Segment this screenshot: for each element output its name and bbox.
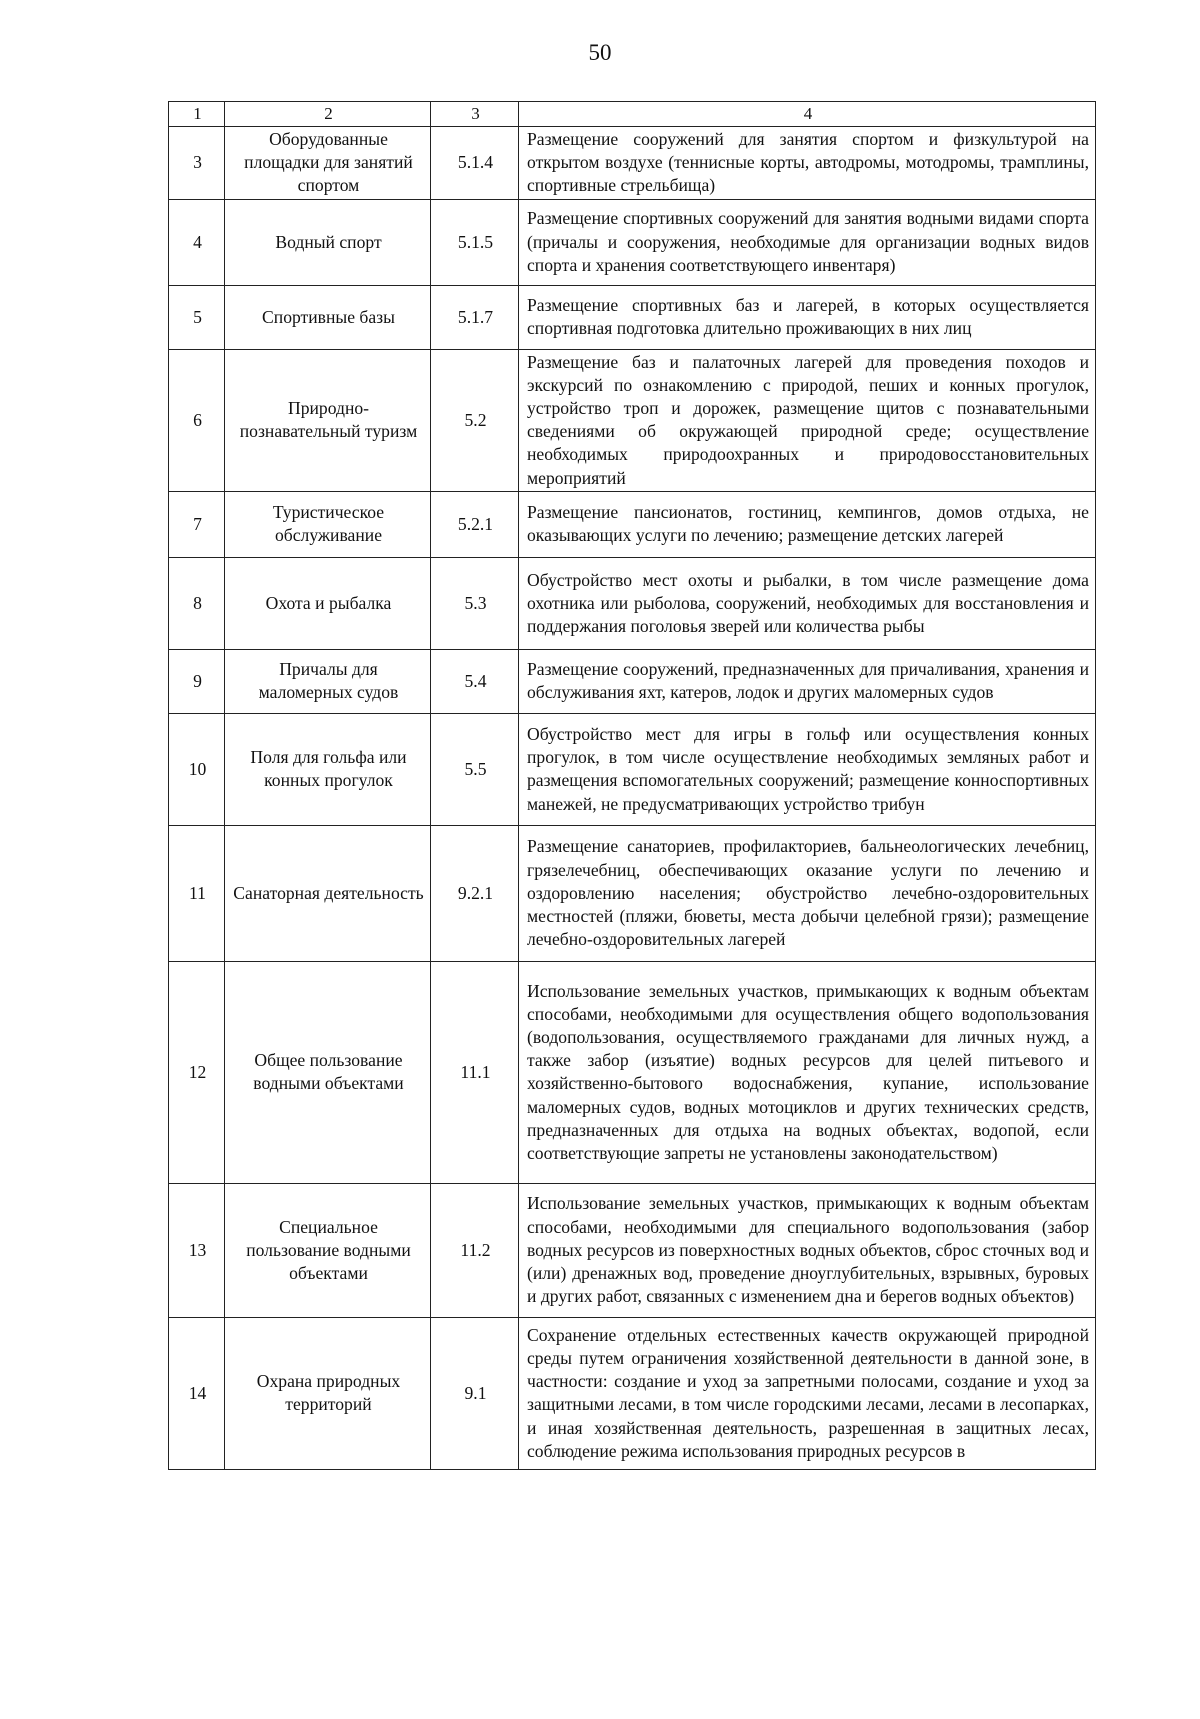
- table-header-row: [169, 102, 1096, 127]
- land-use-description: Размещение сооружений, предназначенных для причаливания, хранения и обслуживания яхт, катеров, лодок и других маломерных судов: [519, 649, 1096, 713]
- land-use-name: Поля для гольфа или конных прогулок: [225, 713, 431, 825]
- row-number: 12: [169, 961, 225, 1183]
- land-use-code: 5.2.1: [431, 491, 519, 557]
- row-number: 6: [169, 349, 225, 491]
- row-number: 13: [169, 1183, 225, 1317]
- land-use-description: Размещение пансионатов, гостиниц, кемпингов, домов отдыха, не оказывающих услуги по лечению; размещение детских лагерей: [519, 491, 1096, 557]
- row-number: 9: [169, 649, 225, 713]
- table-row: [169, 1317, 1096, 1469]
- page-number: 50: [588, 40, 612, 65]
- header-col-1: 1: [169, 102, 225, 127]
- table-row: [169, 349, 1096, 491]
- land-use-code: 5.1.7: [431, 285, 519, 349]
- land-use-name: Охота и рыбалка: [225, 557, 431, 649]
- land-use-code: 11.1: [431, 961, 519, 1183]
- table-row: [169, 491, 1096, 557]
- row-number: 7: [169, 491, 225, 557]
- land-use-name: Оборудованные площадки для занятий спортом: [225, 127, 431, 200]
- land-use-description: Сохранение отдельных естественных качеств окружающей природной среды путем ограничения хозяйственной деятельности в данной зоне, в частности: создание и уход за запретными полосами, создание и уход за защитными лесами, в том числе городскими лесами, лесами в лесопарках, и иная хозяйственная деятельность, разрешенная в защитных лесах, соблюдение режима использования природных ресурсов в: [519, 1317, 1096, 1469]
- land-use-description: Размещение спортивных сооружений для занятия водными видами спорта (причалы и сооружения, необходимые для организации водных видов спорта и хранения соответствующего инвентаря): [519, 199, 1096, 285]
- land-use-description: Использование земельных участков, примыкающих к водным объектам способами, необходимыми для специального водопользования (забор водных ресурсов из поверхностных водных объектов, сброс сточных вод и (или) дренажных вод, проведение дноуглубительных, взрывных, буровых и других работ, связанных с изменением дна и берегов водных объектов): [519, 1183, 1096, 1317]
- land-use-table: [168, 101, 1096, 1470]
- land-use-description: Размещение спортивных баз и лагерей, в которых осуществляется спортивная подготовка длительно проживающих в них лиц: [519, 285, 1096, 349]
- land-use-name: Природно-познавательный туризм: [225, 349, 431, 491]
- land-use-name: Спортивные базы: [225, 285, 431, 349]
- land-use-description: Размещение баз и палаточных лагерей для проведения походов и экскурсий по ознакомлению с природой, пеших и конных прогулок, устройство троп и дорожек, размещение щитов с познавательными сведениями об окружающей природной среде; осуществление необходимых природоохранных и природовосстановительных мероприятий: [519, 349, 1096, 491]
- land-use-code: 5.5: [431, 713, 519, 825]
- land-use-code: 5.1.5: [431, 199, 519, 285]
- row-number: 3: [169, 127, 225, 200]
- row-number: 4: [169, 199, 225, 285]
- row-number: 10: [169, 713, 225, 825]
- land-use-code: 11.2: [431, 1183, 519, 1317]
- land-use-description: Использование земельных участков, примыкающих к водным объектам способами, необходимыми для осуществления общего водопользования (водопользования, осуществляемого гражданами для личных нужд, а также забор (изъятие) водных ресурсов для целей питьевого и хозяйственно-бытового водоснабжения, купание, использование маломерных судов, водных мотоциклов и других технических средств, предназначенных для отдыха на водных объектах, водопой, если соответствующие запреты не установлены законодательством): [519, 961, 1096, 1183]
- land-use-name: Охрана природных территорий: [225, 1317, 431, 1469]
- row-number: 11: [169, 825, 225, 961]
- land-use-description: Размещение санаториев, профилакториев, бальнеологических лечебниц, грязелечебниц, обеспечивающих оказание услуги по лечению и оздоровлению населения; обустройство лечебно-оздоровительных местностей (пляжи, бюветы, места добычи целебной грязи); размещение лечебно-оздоровительных лагерей: [519, 825, 1096, 961]
- land-use-description: Обустройство мест охоты и рыбалки, в том числе размещение дома охотника или рыболова, сооружений, необходимых для восстановления и поддержания поголовья зверей или количества рыбы: [519, 557, 1096, 649]
- row-number: 5: [169, 285, 225, 349]
- land-use-name: Причалы для маломерных судов: [225, 649, 431, 713]
- land-use-code: 5.2: [431, 349, 519, 491]
- table-row: [169, 285, 1096, 349]
- land-use-description: Размещение сооружений для занятия спортом и физкультурой на открытом воздухе (теннисные корты, автодромы, мотодромы, трамплины, спортивные стрельбища): [519, 127, 1096, 200]
- row-number: 14: [169, 1317, 225, 1469]
- header-col-4: 4: [519, 102, 1096, 127]
- land-use-name: Санаторная деятельность: [225, 825, 431, 961]
- row-number: 8: [169, 557, 225, 649]
- table-row: [169, 557, 1096, 649]
- table-row: [169, 199, 1096, 285]
- table-row: [169, 961, 1096, 1183]
- land-use-code: 5.1.4: [431, 127, 519, 200]
- land-use-description: Обустройство мест для игры в гольф или осуществления конных прогулок, в том числе осуществление необходимых земляных работ и размещения вспомогательных сооружений; размещение конноспортивных манежей, не предусматривающих устройство трибун: [519, 713, 1096, 825]
- land-use-code: 5.3: [431, 557, 519, 649]
- table-row: [169, 1183, 1096, 1317]
- land-use-code: 9.1: [431, 1317, 519, 1469]
- land-use-name: Туристическое обслуживание: [225, 491, 431, 557]
- land-use-name: Специальное пользование водными объектами: [225, 1183, 431, 1317]
- table-row: [169, 127, 1096, 200]
- land-use-code: 9.2.1: [431, 825, 519, 961]
- table-row: [169, 713, 1096, 825]
- land-use-name: Общее пользование водными объектами: [225, 961, 431, 1183]
- table-row: [169, 825, 1096, 961]
- header-col-2: 2: [225, 102, 431, 127]
- table-row: [169, 649, 1096, 713]
- land-use-code: 5.4: [431, 649, 519, 713]
- land-use-name: Водный спорт: [225, 199, 431, 285]
- header-col-3: 3: [431, 102, 519, 127]
